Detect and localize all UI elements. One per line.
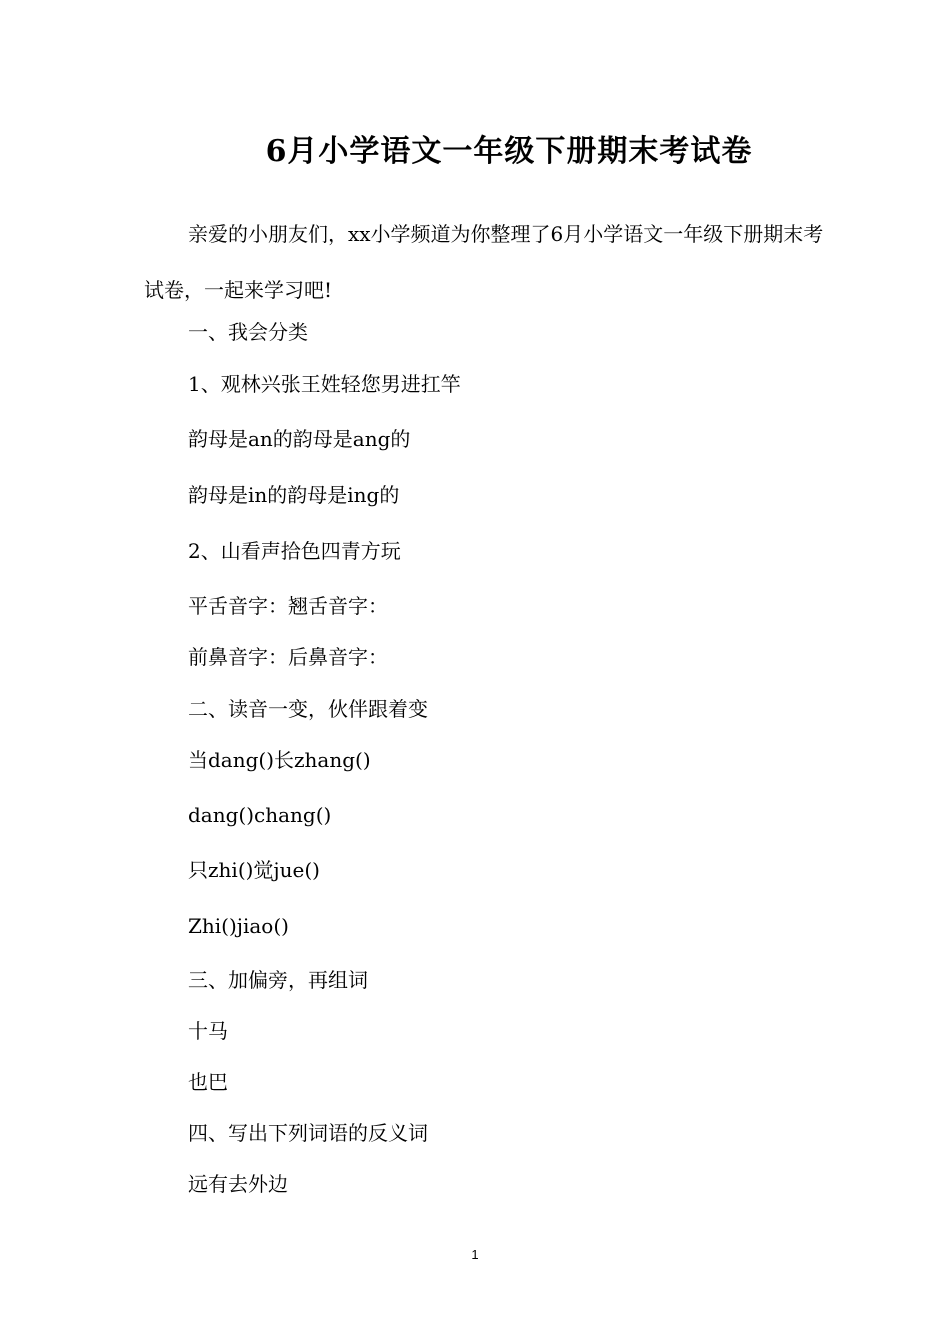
question-line: 当dang()长zhang()	[188, 748, 371, 772]
question-line: 只zhi()觉jue()	[188, 858, 320, 882]
intro-paragraph: 亲爱的小朋友们，xx小学频道为你整理了6月小学语文一年级下册期末考试卷，一起来学习吧!	[144, 222, 824, 302]
question-line: dang()chang()	[188, 803, 332, 827]
page-number: 1	[471, 1247, 479, 1262]
question-line: 平舌音字：翘舌音字：	[188, 594, 388, 618]
question-line: Zhi()jiao()	[188, 914, 289, 938]
question-line: 2、山看声拾色四青方玩	[188, 539, 401, 563]
section-heading-3: 三、加偏旁，再组词	[188, 968, 368, 992]
question-line: 1、观林兴张王姓轻您男进扛竿	[188, 372, 461, 396]
section-heading-1: 一、我会分类	[188, 320, 308, 344]
question-line: 前鼻音字：后鼻音字：	[188, 645, 388, 669]
question-line: 也巴	[188, 1070, 228, 1094]
question-line: 十马	[188, 1019, 228, 1043]
section-heading-4: 四、写出下列词语的反义词	[188, 1121, 428, 1145]
document-title: 6月小学语文一年级下册期末考试卷	[265, 134, 753, 169]
question-line: 远有去外边	[188, 1172, 288, 1196]
question-line: 韵母是in的韵母是ing的	[188, 483, 400, 507]
section-heading-2: 二、读音一变，伙伴跟着变	[188, 697, 428, 721]
question-line: 韵母是an的韵母是ang的	[188, 427, 411, 451]
